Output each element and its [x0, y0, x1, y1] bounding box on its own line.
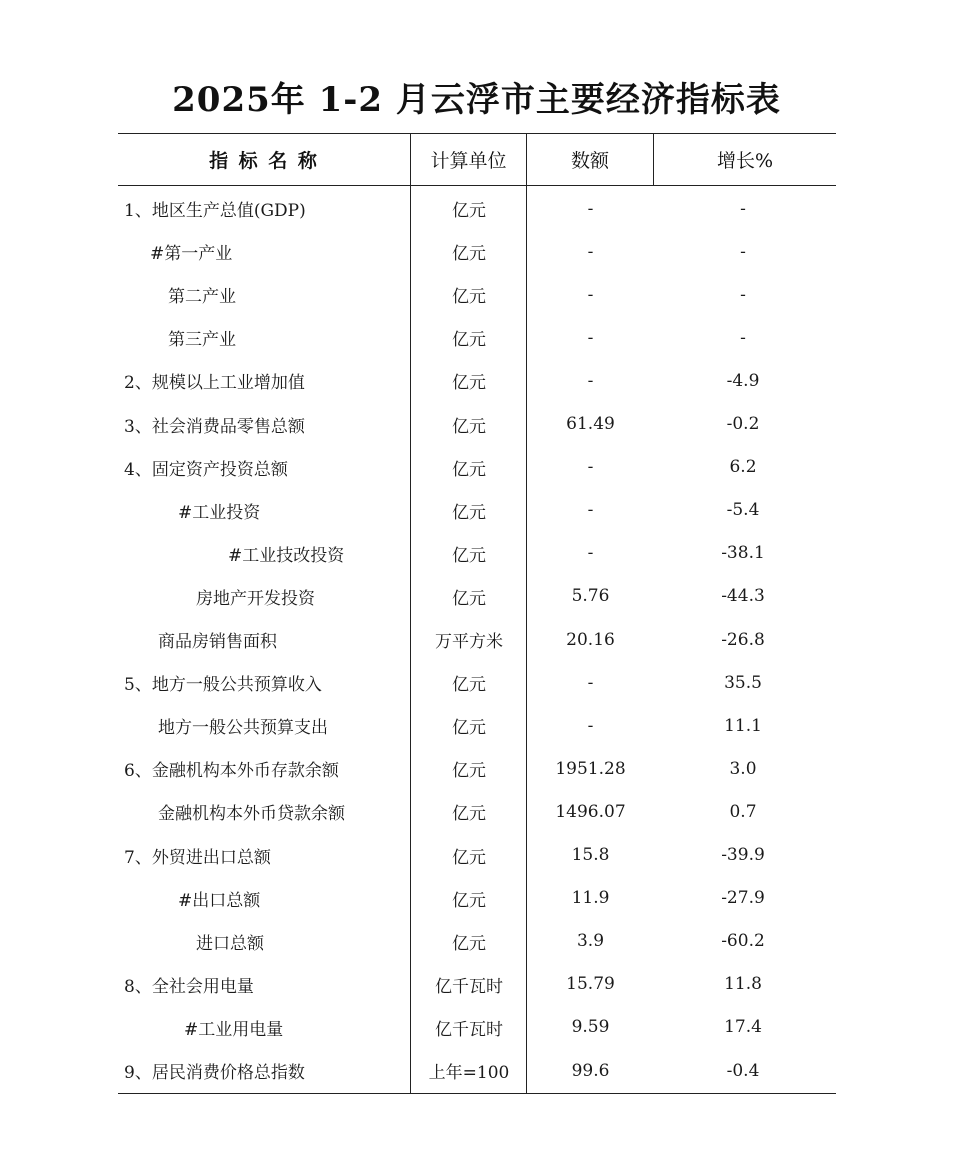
table-row — [118, 489, 836, 532]
indicator-growth: 35.5 — [724, 672, 762, 693]
indicator-name: 第三产业 — [168, 330, 236, 351]
indicator-unit: 亿元 — [452, 718, 486, 739]
table-row — [118, 661, 836, 704]
indicator-unit: 亿元 — [452, 933, 486, 954]
indicator-name: 8、全社会用电量 — [124, 976, 254, 997]
indicator-value: - — [587, 715, 594, 736]
indicator-unit: 亿元 — [452, 416, 486, 437]
indicator-name: 1、地区生产总值(GDP) — [124, 201, 306, 221]
indicator-unit: 亿元 — [452, 373, 486, 394]
table-row — [118, 963, 836, 1006]
table-row — [118, 230, 836, 273]
indicator-value: - — [587, 198, 594, 219]
table-row — [118, 1049, 836, 1092]
indicator-growth: 11.8 — [724, 974, 762, 995]
indicator-growth: 6.2 — [729, 457, 757, 478]
indicator-value: 15.8 — [571, 845, 610, 865]
table-row — [118, 747, 836, 790]
table-row — [118, 532, 836, 575]
indicator-value: 1496.07 — [555, 801, 626, 822]
table-row — [118, 316, 836, 359]
indicator-growth: -26.8 — [721, 629, 765, 650]
indicator-name: 房地产开发投资 — [196, 588, 315, 609]
table-row — [118, 359, 836, 402]
indicator-unit: 亿千瓦时 — [435, 1019, 503, 1040]
table-row — [118, 834, 836, 877]
indicator-value: - — [587, 457, 594, 478]
indicator-value: 1951.28 — [555, 758, 626, 779]
indicator-value: 5.76 — [571, 586, 610, 607]
indicator-value: 99.6 — [571, 1060, 610, 1081]
indicator-name: 2、规模以上工业增加值 — [124, 373, 305, 394]
table-row — [118, 187, 836, 230]
indicator-unit: 亿千瓦时 — [435, 976, 503, 997]
indicator-unit: 亿元 — [452, 847, 486, 868]
table-row — [118, 618, 836, 661]
indicator-name: 3、社会消费品零售总额 — [124, 416, 305, 437]
indicator-value: - — [587, 500, 594, 521]
indicator-growth: 0.7 — [729, 801, 757, 822]
indicator-unit: 亿元 — [452, 502, 486, 523]
indicator-value: - — [587, 543, 594, 564]
indicator-growth: 3.0 — [729, 758, 757, 779]
indicator-growth: -5.4 — [726, 500, 760, 521]
table-row — [118, 403, 836, 446]
indicator-unit: 亿元 — [452, 804, 486, 825]
indicator-growth: 17.4 — [724, 1017, 762, 1038]
indicator-value: 15.79 — [566, 974, 615, 995]
header-growth: 增长% — [716, 149, 774, 172]
indicator-value: - — [587, 370, 594, 391]
indicator-name: 6、金融机构本外币存款余额 — [124, 761, 339, 782]
indicator-growth: -38.1 — [721, 543, 765, 564]
indicator-unit: 亿元 — [452, 201, 486, 221]
indicator-name: 5、地方一般公共预算收入 — [124, 675, 322, 696]
header-unit: 计算单位 — [430, 149, 507, 172]
indicator-unit: 亿元 — [452, 675, 486, 696]
indicator-name: #工业用电量 — [184, 1019, 284, 1040]
indicator-value: 20.16 — [566, 629, 615, 650]
indicator-unit: 亿元 — [452, 330, 486, 351]
indicator-value: 3.9 — [576, 931, 605, 952]
indicator-name: 4、固定资产投资总额 — [124, 459, 288, 480]
indicator-name: #第一产业 — [150, 244, 233, 265]
indicator-name: 地方一般公共预算支出 — [158, 718, 328, 739]
indicator-growth: - — [740, 198, 746, 219]
indicator-unit: 亿元 — [452, 287, 486, 308]
indicator-value: 9.59 — [571, 1017, 610, 1038]
header-value: 数额 — [570, 149, 609, 172]
indicator-name: 商品房销售面积 — [158, 632, 277, 652]
indicator-growth: -0.4 — [726, 1060, 760, 1081]
indicator-unit: 亿元 — [452, 588, 486, 609]
indicator-name: #出口总额 — [178, 890, 261, 911]
indicator-unit: 上年=100 — [428, 1063, 510, 1083]
indicator-unit: 亿元 — [452, 890, 486, 911]
economic-indicators-table — [118, 133, 836, 1094]
indicator-unit: 亿元 — [452, 459, 486, 480]
indicator-name: 进口总额 — [196, 933, 264, 954]
table-row — [118, 920, 836, 963]
header-bottom-border — [118, 185, 836, 186]
table-row — [118, 446, 836, 489]
indicator-value: 61.49 — [566, 414, 615, 434]
indicator-growth: -0.2 — [726, 414, 760, 434]
table-row — [118, 575, 836, 618]
indicator-growth: 11.1 — [724, 715, 762, 736]
indicator-value: - — [587, 672, 594, 693]
indicator-unit: 亿元 — [452, 244, 486, 265]
page-title: 2025年 1-2 月云浮市主要经济指标表 — [172, 80, 781, 120]
indicator-growth: -39.9 — [721, 845, 765, 865]
indicator-growth: - — [740, 327, 746, 348]
indicator-unit: 万平方米 — [435, 632, 503, 652]
table-row — [118, 790, 836, 833]
table-bottom-border — [118, 1093, 836, 1094]
indicator-growth: -44.3 — [721, 586, 765, 607]
indicator-value: - — [587, 284, 594, 305]
indicator-name: 金融机构本外币贷款余额 — [158, 804, 345, 825]
header-name: 指 标 名 称 — [209, 149, 319, 172]
indicator-name: #工业投资 — [178, 502, 261, 523]
indicator-growth: -4.9 — [726, 370, 760, 391]
indicator-value: - — [587, 327, 594, 348]
indicator-name: 7、外贸进出口总额 — [124, 847, 271, 868]
indicator-growth: -27.9 — [721, 888, 765, 909]
indicator-growth: - — [740, 284, 746, 305]
indicator-value: - — [587, 241, 594, 262]
table-row — [118, 877, 836, 920]
indicator-growth: -60.2 — [721, 931, 765, 952]
indicator-name: #工业技改投资 — [228, 545, 345, 566]
indicator-name: 9、居民消费价格总指数 — [124, 1063, 305, 1083]
indicator-unit: 亿元 — [452, 545, 486, 566]
indicator-unit: 亿元 — [452, 761, 486, 782]
table-row — [118, 704, 836, 747]
indicator-name: 第二产业 — [168, 287, 236, 308]
table-row — [118, 273, 836, 316]
indicator-value: 11.9 — [571, 888, 610, 909]
indicator-growth: - — [740, 241, 746, 262]
table-row — [118, 1006, 836, 1049]
